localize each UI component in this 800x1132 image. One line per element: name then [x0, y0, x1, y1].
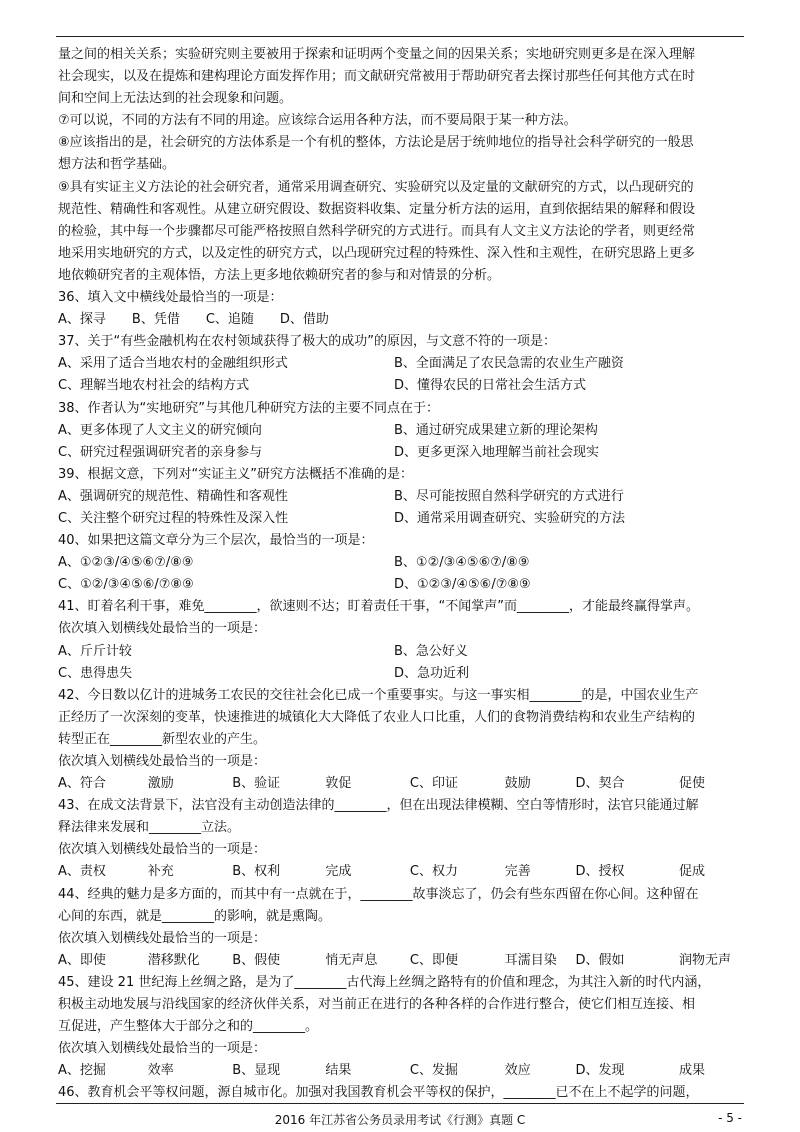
question-39-options-row	[58, 486, 748, 508]
question-40-options-row	[58, 574, 748, 596]
option-d-word1: D、急功近利	[394, 665, 470, 681]
question-42-options	[58, 773, 748, 795]
option-c-word1: C、印证	[409, 776, 458, 792]
question-43-stem: 43、在成文法背景下，法官没有主动创造法律的________，但在出现法律模糊、空白等情形时，法官只能通过解	[58, 798, 699, 814]
paragraph-9-cont: 规范性、精确性和客观性。从建立研究假设、数据资料收集、定量分析方法的运用，直到依据结果的解释和假设	[58, 201, 696, 217]
question-41-stem: 41、盯着名利干事，难免________，欲速则不达；盯着责任干事，“不闻掌声”而________，才能最终赢得掌声。	[58, 599, 700, 615]
option-b-word1: B、显现	[232, 1063, 281, 1079]
option-c: C、追随	[205, 312, 254, 328]
option-b: B、全面满足了农民急需的农业生产融资	[394, 356, 624, 372]
option-c-word1: C、权力	[409, 864, 458, 880]
option-c-word1: C、即便	[409, 952, 458, 968]
option-a-word2: 补充	[147, 864, 174, 880]
question-36-stem: 36、填入文中横线处最恰当的一项是：	[58, 290, 283, 306]
question-45-stem-cont: 互促进，产生整体大于部分之和的________。	[58, 1019, 319, 1035]
option-d-word1: D、假如	[575, 952, 625, 968]
option-c: C、①②/③④⑤⑥/⑦⑧⑨	[58, 577, 194, 593]
document-body	[58, 44, 748, 1105]
option-b-word1: B、权利	[232, 864, 281, 880]
footer-title: 2016 年江苏省公务员录用考试《行测》真题 C	[274, 1113, 526, 1127]
option-b-word2: 完成	[325, 864, 352, 880]
option-c-word2: 效应	[504, 1063, 531, 1079]
question-44-prompt: 依次填入划横线处最恰当的一项是：	[58, 930, 267, 946]
question-45-options	[58, 1060, 748, 1082]
question-45-prompt: 依次填入划横线处最恰当的一项是：	[58, 1041, 267, 1057]
paragraph-9: ⑨具有实证主义方法论的社会研究者，通常采用调查研究、实验研究以及定量的文献研究的方式，以凸现研究的	[58, 179, 694, 195]
option-a-word1: A、即使	[58, 952, 106, 968]
option-a-word2: 激励	[147, 776, 174, 792]
option-d-word1: D、授权	[575, 864, 625, 880]
option-a: A、采用了适合当地农村的金融组织形式	[58, 356, 288, 372]
option-c-word2: 完善	[504, 864, 531, 880]
question-44-stem: 44、经典的魅力是多方面的，而其中有一点就在于，________故事淡忘了，仍会有些东西留在你心间。这种留在	[58, 886, 699, 902]
question-41-options-row	[58, 641, 748, 663]
option-b-word2: 结果	[325, 1063, 352, 1079]
option-d: D、通常采用调查研究、实验研究的方法	[394, 510, 626, 526]
option-a-word2: 潜移默化	[147, 952, 200, 968]
option-d-word1: D、契合	[575, 776, 625, 792]
option-b: B、凭借	[131, 312, 180, 328]
header-rule	[56, 36, 744, 37]
option-d-word2: 润物无声	[679, 952, 732, 968]
option-b-word2: 敦促	[325, 776, 352, 792]
question-46-stem: 46、教育机会平等权问题，源自城市化。加强对我国教育机会平等权的保护，________已不在上不起学的问题，	[58, 1085, 699, 1101]
passage-line: 社会现实，以及在提炼和建构理论方面发挥作用；而文献研究常被用于帮助研究者去探讨那些任何其他方式在时	[58, 69, 696, 85]
question-38-stem: 38、作者认为“实地研究”与其他几种研究方法的主要不同点在于：	[58, 400, 440, 416]
question-38-options-row	[58, 420, 748, 442]
paragraph-9-cont: 地采用实地研究的方式，以及定性的研究方式，以凸现研究过程的特殊性、深入性和主观性，在研究思路上更多	[58, 245, 696, 261]
paragraph-8-cont: 想方法和哲学基础。	[58, 157, 176, 173]
option-a: A、①②③/④⑤⑥⑦/⑧⑨	[58, 555, 194, 571]
option-d: D、①②③/④⑤⑥/⑦⑧⑨	[394, 577, 531, 593]
option-c-word2: 耳濡目染	[504, 952, 557, 968]
option-d-word2: 促使	[679, 776, 706, 792]
option-a-word1: A、符合	[58, 776, 106, 792]
question-45-stem: 45、建设 21 世纪海上丝绸之路，是为了________古代海上丝绸之路特有的价值和理念，为其注入新的时代内涵，	[58, 974, 711, 990]
option-d-word1: D、发现	[575, 1063, 625, 1079]
question-43-options	[58, 861, 748, 883]
option-a-word1: A、斤斤计较	[58, 643, 132, 659]
option-a: A、探寻	[58, 312, 106, 328]
option-c-word1: C、患得患失	[58, 665, 133, 681]
option-b-word2: 悄无声息	[325, 952, 378, 968]
option-c-word2: 鼓励	[504, 776, 531, 792]
option-a-word1: A、挖掘	[58, 1063, 106, 1079]
option-a: A、强调研究的规范性、精确性和客观性	[58, 488, 288, 504]
question-39-options-row	[58, 508, 748, 530]
question-39-stem: 39、根据文意，下列对“实证主义”研究方法概括不准确的是：	[58, 466, 414, 482]
option-b: B、通过研究成果建立新的理论架构	[394, 422, 598, 438]
option-a-word2: 效率	[147, 1063, 174, 1079]
option-c	[58, 663, 394, 685]
question-43-prompt: 依次填入划横线处最恰当的一项是：	[58, 842, 267, 858]
option-c: C、理解当地农村社会的结构方式	[58, 378, 250, 394]
option-c-word1: C、发掘	[409, 1063, 458, 1079]
option-c: C、研究过程强调研究者的亲身参与	[58, 444, 263, 460]
paragraph-8: ⑧应该指出的是，社会研究的方法体系是一个有机的整体，方法论是居于统帅地位的指导社会科学研究的一般思	[58, 135, 694, 151]
passage-line: 量之间的相关关系；实验研究则主要被用于探索和证明两个变量之间的因果关系；实地研究则更多是在深入理解	[58, 47, 696, 62]
option-b: B、①②/③④⑤⑥⑦/⑧⑨	[394, 555, 530, 571]
option-a: A、更多体现了人文主义的研究倾向	[58, 422, 262, 438]
option-b-word1: B、假使	[232, 952, 281, 968]
option-b: B、尽可能按照自然科学研究的方式进行	[394, 488, 624, 504]
question-36-options	[58, 309, 748, 331]
option-a-word1: A、责权	[58, 864, 106, 880]
question-38-options-row	[58, 442, 748, 464]
paragraph-7: ⑦可以说，不同的方法有不同的用途。应该综合运用各种方法，而不要局限于某一种方法。	[58, 113, 577, 129]
question-43-stem-cont: 释法律来发展和________立法。	[58, 820, 241, 836]
question-44-stem-cont: 心间的东西，就是________的影响，就是熏陶。	[58, 908, 332, 924]
question-37-stem: 37、关于“有些金融机构在农村领域获得了极大的成功”的原因，与文意不符的一项是：	[58, 334, 557, 350]
passage-line: 间和空间上无法达到的社会现象和问题。	[58, 91, 293, 107]
option-d: D、借助	[279, 312, 329, 328]
question-42-stem: 42、今日数以亿计的进城务工农民的交往社会化已成一个重要事实。与这一事实相________的是，中国农业生产	[58, 687, 699, 703]
question-42-stem-cont: 转型正在________新型农业的产生。	[58, 731, 267, 747]
option-a	[58, 641, 394, 663]
paragraph-9-cont: 地依赖研究者的主观体悟，方法上更多地依赖研究者的参与和对情景的分析。	[58, 267, 501, 283]
option-c: C、关注整个研究过程的特殊性及深入性	[58, 510, 289, 526]
option-b	[394, 641, 502, 663]
question-41-prompt: 依次填入划横线处最恰当的一项是：	[58, 621, 267, 637]
question-41-options-row	[58, 663, 748, 685]
option-d-word2: 成果	[679, 1063, 706, 1079]
option-d	[394, 663, 502, 685]
question-44-options	[58, 950, 748, 972]
question-45-stem-cont: 积极主动地发展与沿线国家的经济伙伴关系，对当前正在进行的各种各样的合作进行整合，使它们相互连接、相	[58, 997, 696, 1013]
question-40-stem: 40、如果把这篇文章分为三个层次，最恰当的一项是：	[58, 533, 374, 549]
question-40-options-row	[58, 552, 748, 574]
question-37-options-row	[58, 375, 748, 397]
option-b-word1: B、验证	[232, 776, 281, 792]
question-37-options-row	[58, 353, 748, 375]
paragraph-9-cont: 的检验，其中每一个步骤都尽可能严格按照自然科学研究的方式进行。而具有人文主义方法论的学者，则更经常	[58, 223, 696, 239]
question-42-prompt: 依次填入划横线处最恰当的一项是：	[58, 754, 267, 769]
option-b-word1: B、急公好义	[394, 643, 468, 659]
footer-rule	[56, 1103, 744, 1104]
question-42-stem-cont: 正经历了一次深刻的变革，快速推进的城镇化大大降低了农业人口比重，人们的食物消费结构和农业生产结构的	[58, 709, 696, 725]
option-d: D、更多更深入地理解当前社会现实	[394, 444, 600, 460]
option-d: D、懂得农民的日常社会生活方式	[394, 378, 587, 394]
page-number: - 5 -	[718, 1111, 742, 1125]
option-d-word2: 促成	[679, 864, 706, 880]
